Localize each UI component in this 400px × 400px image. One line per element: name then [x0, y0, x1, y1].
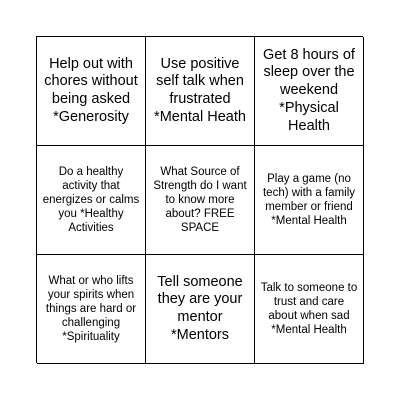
bingo-cell-text: Talk to someone to trust and care about when sad *Mental Health: [260, 281, 358, 337]
bingo-cell-r3c2[interactable]: [146, 255, 255, 364]
bingo-cell-text: Use positive self talk when frustrated *Mental Heath: [154, 55, 246, 125]
bingo-cell-r3c1[interactable]: [37, 255, 146, 364]
bingo-cell-r2c1[interactable]: [37, 146, 146, 255]
bingo-cell-text: Do a healthy activity that energizes or calms you *Healthy Activities: [42, 165, 140, 235]
bingo-cell-text: What Source of Strength do I want to know more about? FREE SPACE: [153, 165, 247, 235]
bingo-cell-text: Get 8 hours of sleep over the weekend *Physical Health: [263, 46, 355, 134]
bingo-cell-text: Play a game (no tech) with a family member or friend *Mental Health: [262, 172, 356, 228]
bingo-cell-text: Help out with chores without being asked *Generosity: [44, 55, 138, 125]
bingo-cell-r1c3[interactable]: [255, 37, 364, 146]
bingo-board: [36, 36, 363, 363]
bingo-cell-r1c2[interactable]: [146, 37, 255, 146]
bingo-cell-r1c1[interactable]: [37, 37, 146, 146]
bingo-cell-text: What or who lifts your spirits when things are hard or challenging *Spirituality: [45, 274, 137, 344]
bingo-cell-r3c3[interactable]: [255, 255, 364, 364]
bingo-cell-r2c3[interactable]: [255, 146, 364, 255]
bingo-cell-text: Tell someone they are your mentor *Mentors: [157, 273, 243, 343]
bingo-cell-free-space[interactable]: [146, 146, 255, 255]
